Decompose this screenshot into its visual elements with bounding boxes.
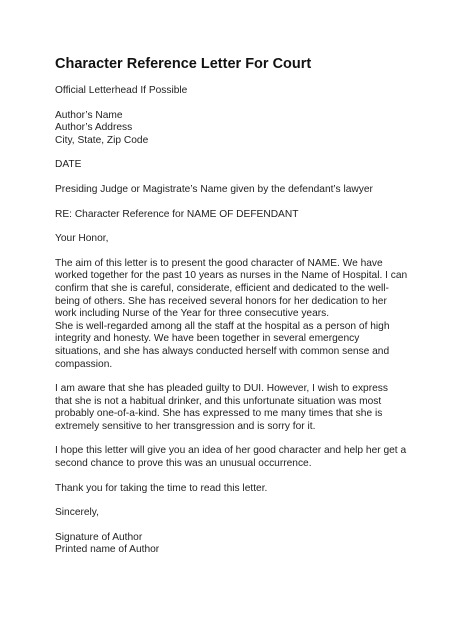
author-name: Author’s Name: [55, 109, 123, 121]
paragraph-line: I hope this letter will give you an idea of her good character and help her get a: [55, 445, 407, 457]
paragraph-line: worked together for the past 10 years as nurses in the Name of Hospital. I can: [55, 270, 408, 282]
letter-date: DATE: [55, 159, 82, 171]
paragraph-line: The aim of this letter is to present the good character of NAME. We have: [55, 257, 383, 269]
printed-name-line: Printed name of Author: [55, 544, 160, 556]
closing-block: [55, 507, 435, 520]
paragraph-line: I am aware that she has pleaded guilty to DUI. However, I wish to express: [55, 383, 388, 395]
signature-line: Signature of Author: [55, 531, 143, 543]
letterhead-block: [55, 85, 435, 98]
author-address: Author’s Address: [55, 122, 133, 134]
signature-block: [55, 532, 435, 557]
body-paragraph-1: [55, 258, 435, 371]
paragraph-line: extremely sensitive to her transgression and is sorry for it.: [55, 420, 316, 432]
body-paragraph-3: [55, 445, 435, 470]
recipient-line: Presiding Judge or Magistrate’s Name given by the defendant’s lawyer: [55, 183, 373, 195]
subject-line: RE: Character Reference for NAME OF DEFENDANT: [55, 208, 299, 220]
subject-block: [55, 209, 435, 222]
paragraph-line: She is well-regarded among all the staff at the hospital as a person of high: [55, 320, 390, 332]
paragraph-line: probably one-of-a-kind. She has expressed to me many times that she is: [55, 408, 383, 420]
salutation: Your Honor,: [55, 233, 109, 245]
letterhead-note: Official Letterhead If Possible: [55, 85, 188, 96]
thanks-block: [55, 483, 435, 496]
salutation-block: [55, 233, 435, 246]
paragraph-line: second chance to prove this was an unusual occurrence.: [55, 458, 312, 470]
body-paragraph-2: [55, 383, 435, 433]
paragraph-line: confirm that she is careful, considerate, efficient and dedicated to the well-: [55, 282, 389, 294]
thanks-line: Thank you for taking the time to read this letter.: [55, 482, 268, 494]
paragraph-line: work including Nurse of the Year for three consecutive years.: [55, 308, 330, 320]
paragraph-line: that she is not a habitual drinker, and this unfortunate situation was most: [55, 395, 382, 407]
closing-line: Sincerely,: [55, 507, 99, 519]
author-city-state-zip: City, State, Zip Code: [55, 134, 149, 146]
paragraph-line: situations, and she has always conducted herself with common sense and: [55, 345, 390, 357]
paragraph-line: integrity and honesty. We have been together in several emergency: [55, 333, 360, 345]
letter-title: Character Reference Letter For Court: [55, 56, 312, 72]
letter-page: [55, 55, 435, 569]
recipient-block: [55, 184, 435, 197]
date-block: [55, 159, 435, 172]
paragraph-line: compassion.: [55, 358, 113, 370]
paragraph-line: being of others. She has received several honors for her dedication to her: [55, 295, 387, 307]
author-block: [55, 110, 435, 148]
